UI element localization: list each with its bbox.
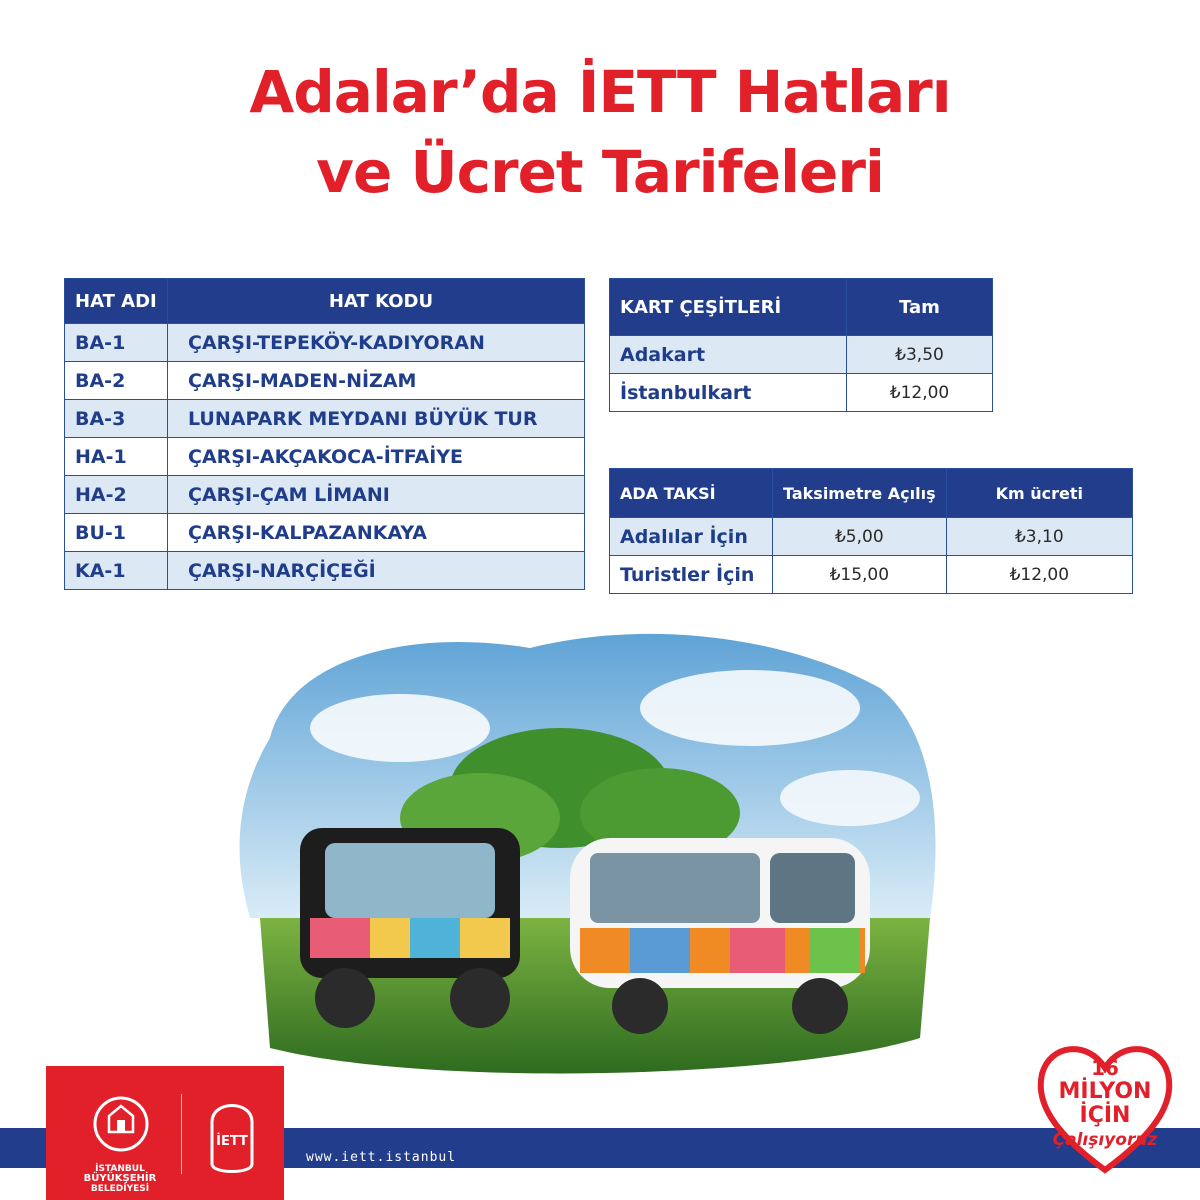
line-name-cell: BU-1 [65, 514, 168, 552]
km-fee-cell: ₺3,10 [946, 518, 1132, 556]
line-code-cell: ÇARŞI-AKÇAKOCA-İTFAİYE [168, 438, 585, 476]
slogan-badge [1030, 1056, 1180, 1152]
line-name-cell: KA-1 [65, 552, 168, 590]
ibb-logo-icon [92, 1086, 150, 1162]
page-title [0, 52, 1200, 212]
title-line-1: Adalar’da İETT Hatları [249, 58, 951, 126]
taxi-group-cell: Turistler İçin [610, 556, 773, 594]
table-row [65, 476, 585, 514]
title-line-2: ve Ücret Tarifeleri [316, 138, 884, 206]
ibb-line-2: BÜYÜKŞEHİR [83, 1173, 157, 1184]
ibb-line-3: BELEDİYESİ [90, 1184, 150, 1194]
table-header-row [610, 279, 993, 336]
card-name-cell: İstanbulkart [610, 374, 847, 412]
header-taxi: ADA TAKSİ [610, 469, 773, 518]
table-row [65, 438, 585, 476]
km-fee-cell: ₺12,00 [946, 556, 1132, 594]
line-code-cell: ÇARŞI-KALPAZANKAYA [168, 514, 585, 552]
table-row [65, 400, 585, 438]
slogan-line-2: MİLYON [1058, 1079, 1152, 1104]
table-header-row [610, 469, 1133, 518]
line-code-cell: LUNAPARK MEYDANI BÜYÜK TUR [168, 400, 585, 438]
table-row [610, 556, 1133, 594]
slogan-line-1: 16 [1091, 1056, 1119, 1080]
header-meter-start: Taksimetre Açılış [773, 469, 947, 518]
card-types-table [609, 278, 993, 412]
cloud [640, 670, 860, 746]
line-code-cell: ÇARŞI-MADEN-NİZAM [168, 362, 585, 400]
cloud [310, 694, 490, 762]
line-code-cell: ÇARŞI-TEPEKÖY-KADIYORAN [168, 324, 585, 362]
header-km-fee: Km ücreti [946, 469, 1132, 518]
bus-lines-table [64, 278, 585, 590]
ibb-logo-text [70, 1164, 170, 1194]
card-price-cell: ₺12,00 [847, 374, 993, 412]
header-full-fare: Tam [847, 279, 993, 336]
taxi-group-cell: Adalılar İçin [610, 518, 773, 556]
table-header-row [65, 279, 585, 324]
website-url[interactable]: www.iett.istanbul [306, 1150, 457, 1165]
line-name-cell: HA-1 [65, 438, 168, 476]
line-code-cell: ÇARŞI-NARÇİÇEĞİ [168, 552, 585, 590]
table-row [610, 518, 1133, 556]
slogan-line-4: Çalışıyoruz [1052, 1130, 1158, 1150]
meter-start-cell: ₺5,00 [773, 518, 947, 556]
table-row [610, 336, 993, 374]
island-taxi-table [609, 468, 1133, 594]
table-row [65, 324, 585, 362]
header-line-name: HAT ADI [65, 279, 168, 324]
line-name-cell: BA-1 [65, 324, 168, 362]
cloud [780, 770, 920, 826]
table-row [65, 362, 585, 400]
line-name-cell: BA-3 [65, 400, 168, 438]
table-row [65, 552, 585, 590]
meter-start-cell: ₺15,00 [773, 556, 947, 594]
header-card-type: KART ÇEŞİTLERİ [610, 279, 847, 336]
line-name-cell: BA-2 [65, 362, 168, 400]
header-line-code: HAT KODU [168, 279, 585, 324]
iett-logo-text: İETT [216, 1134, 248, 1149]
electric-buses-illustration [230, 618, 950, 1088]
card-price-cell: ₺3,50 [847, 336, 993, 374]
logo-divider [181, 1094, 182, 1174]
table-row [610, 374, 993, 412]
line-code-cell: ÇARŞI-ÇAM LİMANI [168, 476, 585, 514]
line-name-cell: HA-2 [65, 476, 168, 514]
slogan-line-3: İÇİN [1079, 1103, 1131, 1128]
table-row [65, 514, 585, 552]
ibb-line-1: İSTANBUL [95, 1164, 145, 1174]
card-name-cell: Adakart [610, 336, 847, 374]
